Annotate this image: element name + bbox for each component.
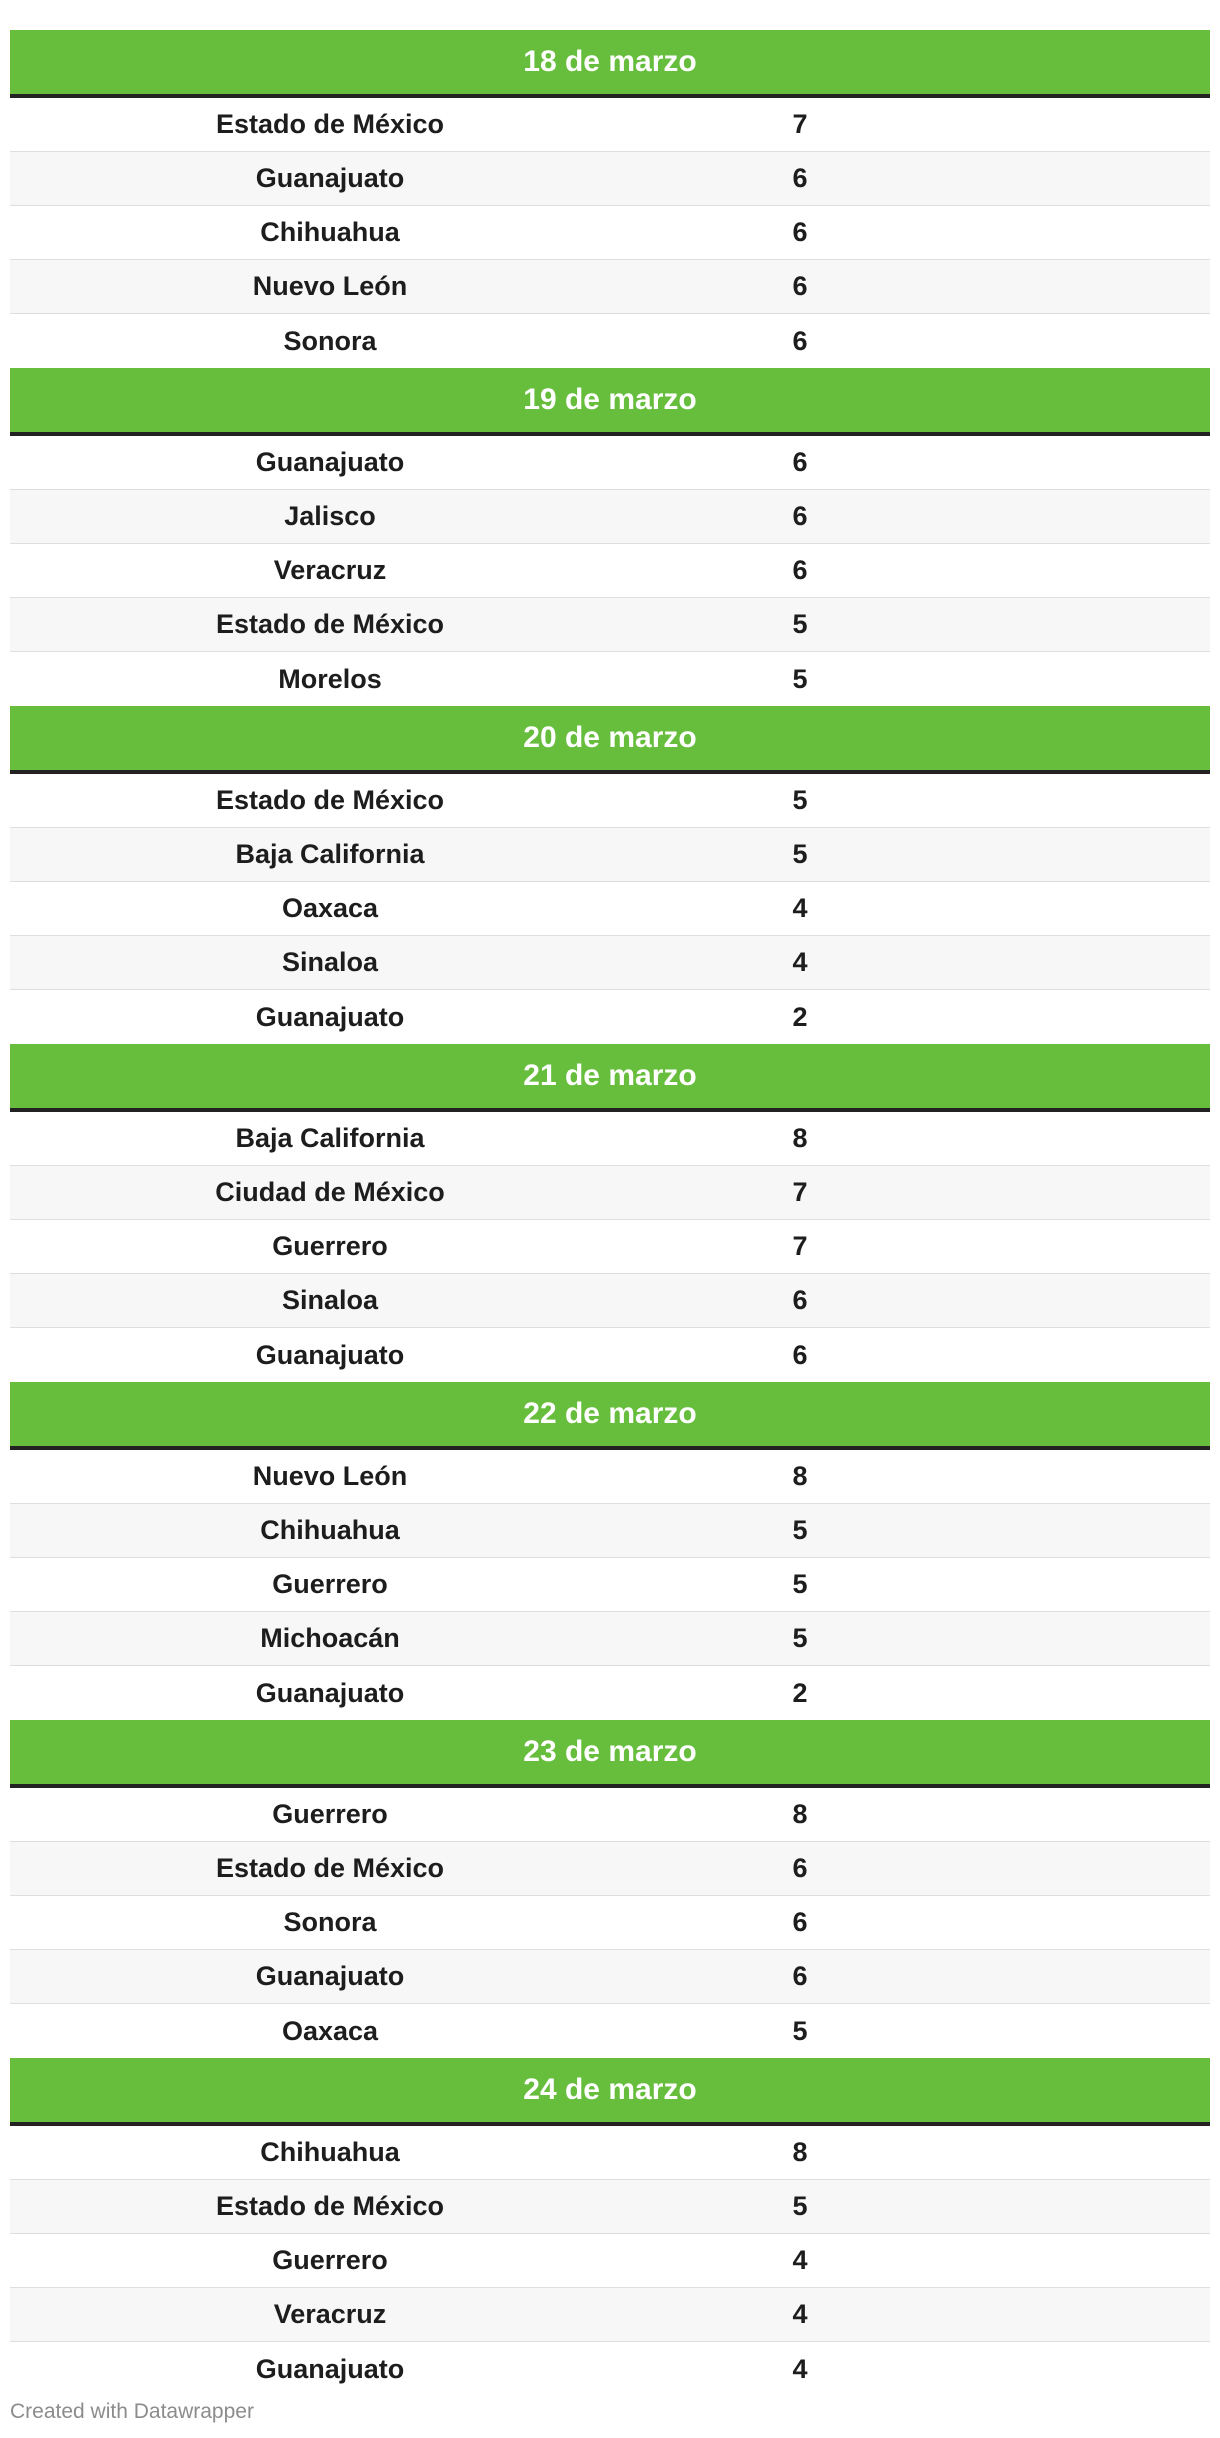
state-name: Guerrero xyxy=(272,1231,388,1261)
state-name: Ciudad de México xyxy=(215,1177,445,1207)
state-name: Chihuahua xyxy=(260,1515,400,1545)
count-value: 6 xyxy=(792,501,808,531)
table-row xyxy=(10,2342,1210,2396)
table-row xyxy=(10,2180,1210,2234)
state-name: Guanajuato xyxy=(255,2353,405,2384)
count-value: 6 xyxy=(792,1339,808,1370)
state-name: Guanajuato xyxy=(255,163,405,193)
datawrapper-credit[interactable]: Created with Datawrapper xyxy=(10,2400,254,2423)
state-name: Guerrero xyxy=(272,2245,388,2275)
count-value: 5 xyxy=(792,839,808,869)
state-name: Estado de México xyxy=(215,1853,445,1883)
table-row xyxy=(10,1274,1210,1328)
group-header: 22 de marzo xyxy=(10,1382,1210,1450)
table-row xyxy=(10,1220,1210,1274)
count-value: 6 xyxy=(792,1285,808,1315)
count-value: 7 xyxy=(792,1231,808,1261)
state-name: Sinaloa xyxy=(281,1285,379,1315)
state-name: Jalisco xyxy=(284,501,376,531)
state-name: Estado de México xyxy=(215,785,445,815)
table-row xyxy=(10,436,1210,490)
count-value: 6 xyxy=(792,325,808,356)
table-row xyxy=(10,882,1210,936)
state-name: Oaxaca xyxy=(281,2015,379,2046)
table-row xyxy=(10,990,1210,1044)
state-name: Guanajuato xyxy=(255,1001,405,1032)
table-row xyxy=(10,490,1210,544)
state-name: Sonora xyxy=(283,325,377,356)
table-row xyxy=(10,1842,1210,1896)
table-row xyxy=(10,1328,1210,1382)
state-name: Estado de México xyxy=(215,609,445,639)
count-value: 7 xyxy=(792,1177,808,1207)
state-name: Veracruz xyxy=(273,2299,387,2329)
table-row xyxy=(10,260,1210,314)
state-name: Guerrero xyxy=(272,1569,388,1599)
count-value: 6 xyxy=(792,163,808,193)
count-value: 6 xyxy=(792,447,808,477)
state-name: Estado de México xyxy=(215,109,445,139)
state-name: Estado de México xyxy=(215,2191,445,2221)
count-value: 7 xyxy=(792,109,808,139)
group-header: 21 de marzo xyxy=(10,1044,1210,1112)
count-value: 5 xyxy=(792,609,808,639)
data-table xyxy=(10,30,1210,2396)
table-row xyxy=(10,1504,1210,1558)
state-name: Nuevo León xyxy=(252,271,408,301)
table-row xyxy=(10,1612,1210,1666)
table-row xyxy=(10,2288,1210,2342)
table-row xyxy=(10,1788,1210,1842)
count-value: 4 xyxy=(792,2299,808,2329)
count-value: 6 xyxy=(792,1853,808,1883)
group-header: 20 de marzo xyxy=(10,706,1210,774)
state-name: Morelos xyxy=(278,663,382,694)
table-row xyxy=(10,774,1210,828)
count-value: 4 xyxy=(792,893,808,923)
group-header: 18 de marzo xyxy=(10,30,1210,98)
count-value: 4 xyxy=(792,2245,808,2275)
table-row xyxy=(10,1558,1210,1612)
table-row xyxy=(10,152,1210,206)
count-value: 8 xyxy=(792,1461,808,1491)
state-name: Guanajuato xyxy=(255,447,405,477)
table-row xyxy=(10,544,1210,598)
count-value: 6 xyxy=(792,1907,808,1937)
count-value: 5 xyxy=(792,1515,808,1545)
table-row xyxy=(10,1950,1210,2004)
count-value: 4 xyxy=(792,2353,808,2384)
count-value: 6 xyxy=(792,271,808,301)
state-name: Guerrero xyxy=(272,1799,388,1829)
count-value: 2 xyxy=(792,1001,808,1032)
table-row xyxy=(10,98,1210,152)
table-row xyxy=(10,314,1210,368)
state-name: Veracruz xyxy=(273,555,387,585)
state-name: Nuevo León xyxy=(252,1461,408,1491)
table-row xyxy=(10,936,1210,990)
count-value: 5 xyxy=(792,663,808,694)
table-row xyxy=(10,1112,1210,1166)
state-name: Chihuahua xyxy=(260,2137,400,2167)
table-row xyxy=(10,828,1210,882)
table-row xyxy=(10,1450,1210,1504)
state-name: Baja California xyxy=(235,839,425,869)
state-name: Sinaloa xyxy=(281,947,379,977)
count-value: 8 xyxy=(792,1799,808,1829)
count-value: 5 xyxy=(792,785,808,815)
count-value: 5 xyxy=(792,1569,808,1599)
state-name: Michoacán xyxy=(260,1623,400,1653)
state-name: Guanajuato xyxy=(255,1961,405,1991)
state-name: Guanajuato xyxy=(255,1677,405,1708)
state-name: Sonora xyxy=(283,1907,377,1937)
table-row xyxy=(10,1896,1210,1950)
table-row xyxy=(10,652,1210,706)
table-row xyxy=(10,206,1210,260)
table-row xyxy=(10,1666,1210,1720)
table-row xyxy=(10,2126,1210,2180)
count-value: 8 xyxy=(792,1123,808,1153)
count-value: 5 xyxy=(792,2191,808,2221)
count-value: 5 xyxy=(792,1623,808,1653)
state-name: Oaxaca xyxy=(281,893,379,923)
count-value: 2 xyxy=(792,1677,808,1708)
group-header: 19 de marzo xyxy=(10,368,1210,436)
count-value: 6 xyxy=(792,217,808,247)
count-value: 6 xyxy=(792,1961,808,1991)
count-value: 4 xyxy=(792,947,808,977)
table-row xyxy=(10,1166,1210,1220)
table-row xyxy=(10,2004,1210,2058)
state-name: Chihuahua xyxy=(260,217,400,247)
count-value: 8 xyxy=(792,2137,808,2167)
state-name: Guanajuato xyxy=(255,1339,405,1370)
table-row xyxy=(10,2234,1210,2288)
table-row xyxy=(10,598,1210,652)
group-header: 23 de marzo xyxy=(10,1720,1210,1788)
count-value: 6 xyxy=(792,555,808,585)
count-value: 5 xyxy=(792,2015,808,2046)
state-name: Baja California xyxy=(235,1123,425,1153)
group-header: 24 de marzo xyxy=(10,2058,1210,2126)
